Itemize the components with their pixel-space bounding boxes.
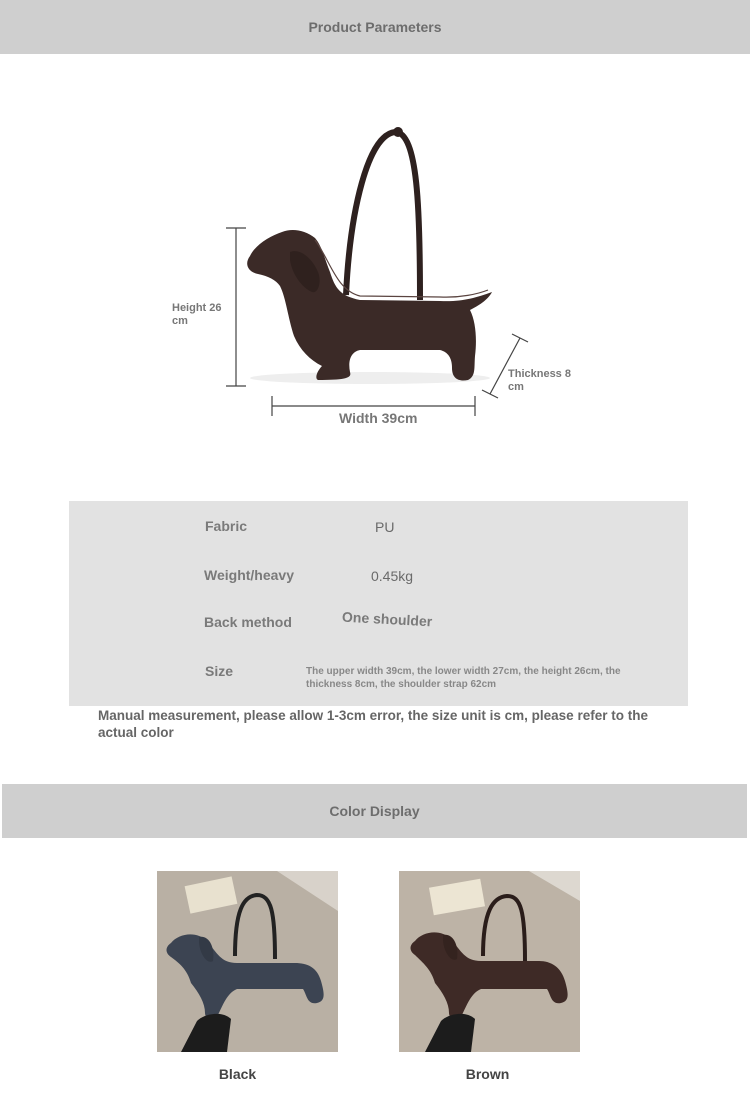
back-method-value: One shoulder: [341, 608, 433, 630]
product-parameters-header: [0, 0, 750, 54]
weight-label: Weight/heavy: [204, 567, 294, 583]
size-value: The upper width 39cm, the lower width 27cm, the height 26cm, the thickness 8cm, the shoulder strap 62cm: [306, 666, 621, 690]
height-label: Height 26 cm: [172, 302, 222, 327]
thickness-label: Thickness 8 cm: [508, 368, 571, 393]
color-label-brown: Brown: [465, 1066, 510, 1082]
fabric-value: PU: [375, 519, 395, 535]
brown-bag-photo: [399, 871, 580, 1052]
dimension-diagram: [0, 60, 750, 460]
measurement-note: Manual measurement, please allow 1-3cm error, the size unit is cm, please refer to the actual color: [98, 708, 648, 740]
color-label-black: Black: [218, 1066, 257, 1082]
size-label: Size: [205, 663, 234, 679]
color-display-header: [2, 784, 747, 838]
color-display-title: Color Display: [329, 803, 420, 819]
color-swatch-black[interactable]: [157, 871, 338, 1052]
dachshund-bag-image: [0, 60, 750, 460]
fabric-label: Fabric: [205, 518, 248, 534]
color-swatch-brown[interactable]: [399, 871, 580, 1052]
parameters-table: [69, 501, 688, 706]
weight-value: 0.45kg: [371, 568, 414, 584]
width-label: Width 39cm: [339, 410, 418, 426]
black-bag-photo: [157, 871, 338, 1052]
back-method-label: Back method: [204, 614, 292, 630]
product-parameters-title: Product Parameters: [308, 19, 442, 35]
